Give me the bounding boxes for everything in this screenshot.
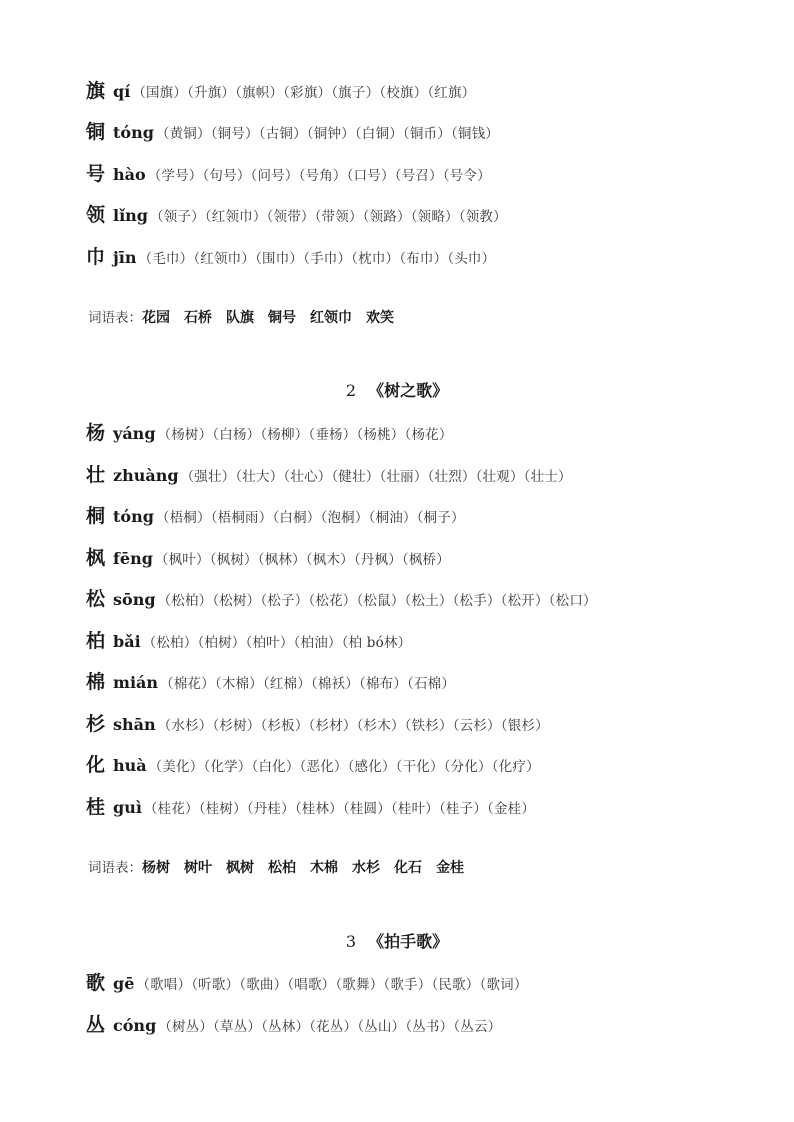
character: 铜 (86, 121, 106, 143)
word-list: （强壮）（壮大）（壮心）（健壮）（壮丽）（壮烈）（壮观）（壮士） (180, 469, 572, 485)
pinyin: jīn (113, 248, 137, 267)
word-list: （歌唱）（听歌）（歌曲）（唱歌）（歌舞）（歌手）（民歌）（歌词） (136, 977, 528, 993)
word-list: （美化）（化学）（白化）（恶化）（感化）（干化）（分化）（化疗） (148, 759, 540, 775)
word-list: （杨树）（白杨）（杨柳）（垂杨）（杨桃）（杨花） (157, 427, 453, 443)
pinyin: cóng (113, 1016, 157, 1035)
character-entry (86, 418, 453, 448)
word-list: （学号）（句号）（问号）（号角）（口号）（号召）（号令） (147, 168, 491, 184)
character: 杨 (86, 422, 106, 444)
character: 巾 (86, 246, 106, 268)
word-list: （梧桐）（梧桐雨）（白桐）（泡桐）（桐油）（桐子） (155, 510, 465, 526)
section-number: 3 (345, 932, 357, 951)
word-list: （树丛）（草丛）（丛林）（花丛）（丛山）（丛书）（丛云） (158, 1019, 502, 1035)
vocabulary-words: 花园 石桥 队旗 铜号 红领巾 欢笑 (142, 310, 394, 326)
vocabulary-list (88, 306, 394, 332)
character: 领 (86, 204, 106, 226)
character-entry (86, 667, 455, 697)
character: 棉 (86, 671, 106, 693)
section-title: 《拍手歌》 (368, 932, 449, 951)
pinyin: hào (113, 165, 146, 184)
pinyin: huà (113, 756, 147, 775)
character: 杉 (86, 713, 106, 735)
section-heading (0, 378, 794, 401)
character-entry (86, 117, 499, 147)
word-list: （水杉）（杉树）（杉板）（杉材）（杉木）（铁杉）（云杉）（银杉） (157, 718, 549, 734)
character-entry (86, 584, 597, 614)
pinyin: lǐng (113, 206, 148, 225)
word-list: （领子）（红领巾）（领带）（带领）（领路）（领略）（领教） (150, 209, 507, 225)
character-entry (86, 1010, 501, 1040)
pinyin: bǎi (113, 632, 141, 651)
character-entry (86, 501, 465, 531)
character: 松 (86, 588, 106, 610)
pinyin: zhuàng (113, 466, 179, 485)
character-entry (86, 626, 411, 656)
vocabulary-label: 词语表： (88, 310, 142, 326)
vocabulary-list (88, 856, 464, 882)
character: 桐 (86, 505, 106, 527)
character: 壮 (86, 464, 106, 486)
character-entry (86, 709, 549, 739)
pinyin: shān (113, 715, 156, 734)
character: 旗 (86, 80, 106, 102)
pinyin: fēng (113, 549, 153, 568)
character-entry (86, 460, 572, 490)
word-list: （棉花）（木棉）（红棉）（棉袄）（棉布）（石棉） (160, 676, 456, 692)
character: 柏 (86, 630, 106, 652)
pinyin: tóng (113, 123, 154, 142)
word-list: （枫叶）（枫树）（枫林）（枫木）（丹枫）（枫桥） (154, 552, 450, 568)
character-entry (86, 792, 535, 822)
vocabulary-words: 杨树 树叶 枫树 松柏 木棉 水杉 化石 金桂 (142, 860, 464, 876)
section-title: 《树之歌》 (368, 381, 449, 400)
section-number: 2 (345, 381, 357, 400)
word-list: （松柏）（松树）（松子）（松花）（松鼠）（松土）（松手）（松开）（松口） (157, 593, 597, 609)
pinyin: gē (113, 974, 135, 993)
character-entry (86, 159, 491, 189)
character: 号 (86, 163, 106, 185)
section-heading (0, 929, 794, 952)
vocabulary-label: 词语表： (88, 860, 142, 876)
word-list: （桂花）（桂树）（丹桂）（桂林）（桂圆）（桂叶）（桂子）（金桂） (143, 801, 536, 817)
pinyin: sōng (113, 590, 156, 609)
pinyin: yáng (113, 424, 156, 443)
character-entry (86, 750, 540, 780)
pinyin: tóng (113, 507, 154, 526)
character-entry (86, 242, 495, 272)
word-list: （国旗）（升旗）（旗帜）（彩旗）（旗子）（校旗）（红旗） (132, 85, 476, 101)
character: 丛 (86, 1014, 106, 1036)
pinyin: mián (113, 673, 159, 692)
character-entry (86, 76, 475, 106)
word-list: （松柏）（柏树）（柏叶）（柏油）（柏 bó林） (142, 635, 412, 651)
character: 歌 (86, 972, 106, 994)
word-list: （黄铜）（铜号）（古铜）（铜钟）（白铜）（铜币）（铜钱） (155, 126, 500, 142)
pinyin: guì (113, 798, 142, 817)
pinyin: qí (113, 82, 131, 101)
character-entry (86, 543, 450, 573)
character-entry (86, 200, 507, 230)
character: 枫 (86, 547, 106, 569)
character: 化 (86, 754, 106, 776)
character: 桂 (86, 796, 106, 818)
character-entry (86, 968, 528, 998)
word-list: （毛巾）（红领巾）（围巾）（手巾）（枕巾）（布巾）（头巾） (138, 251, 496, 267)
